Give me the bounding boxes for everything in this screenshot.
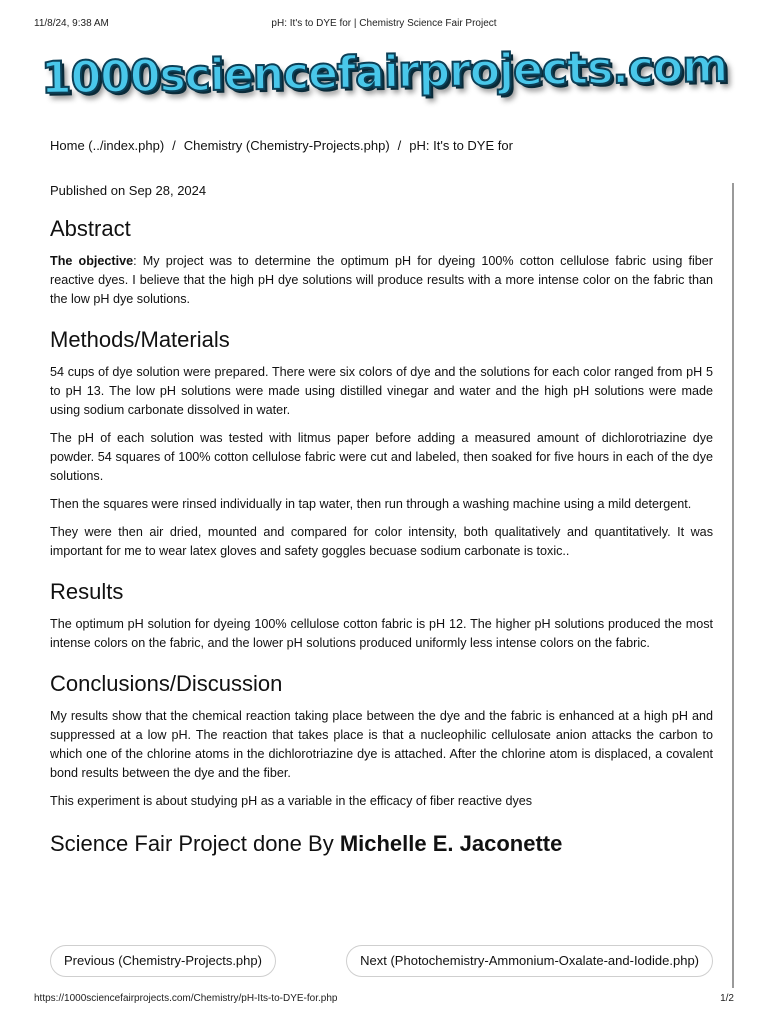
objective-label: The objective bbox=[50, 254, 134, 268]
conclusions-paragraph: My results show that the chemical reaction taking place between the dye and the fabric is enhanced at a high pH and suppressed at a low pH. The reaction that takes place is that a nucleophilic cellulosate anion attacks the carbon to which one of the chlorine atoms in the dichlorotriazine dye is attached. After the chlorine atom is displaced, a covalent bond results between the dye and the fiber. bbox=[50, 709, 713, 780]
methods-paragraph: 54 cups of dye solution were prepared. There were six colors of dye and the solutions for each color ranged from pH 5 to pH 13. The low pH solutions were made using distilled vinegar and water and the high pH solutions were made using sodium carbonate dissolved in water. bbox=[50, 365, 713, 417]
results-paragraph: The optimum pH solution for dyeing 100% cellulose cotton fabric is pH 12. The higher pH solutions produced the most intense colors on the fabric, and the lower pH solutions produced uniformly less intense colors on the fabric. bbox=[50, 617, 713, 650]
methods-heading: Methods/Materials bbox=[50, 327, 230, 352]
site-logo[interactable] bbox=[0, 38, 768, 108]
breadcrumb-separator: / bbox=[397, 138, 402, 153]
page-number: 1/2 bbox=[720, 993, 734, 1004]
breadcrumb-chemistry-link[interactable]: Chemistry (Chemistry-Projects.php) bbox=[183, 138, 390, 153]
site-logo-text: 1000sciencefairprojects.com bbox=[40, 41, 728, 104]
results-heading: Results bbox=[50, 579, 124, 604]
author-credit bbox=[50, 831, 713, 857]
scrollbar-divider bbox=[732, 183, 734, 988]
methods-paragraph: They were then air dried, mounted and compared for color intensity, both qualitatively and quantitatively. It was important for me to wear latex gloves and safety goggles becuase sodium carbonate is toxic.. bbox=[50, 525, 713, 558]
print-datetime: 11/8/24, 9:38 AM bbox=[34, 18, 109, 29]
conclusions-heading: Conclusions/Discussion bbox=[50, 671, 283, 696]
print-header bbox=[34, 18, 734, 32]
author-name: Michelle E. Jaconette bbox=[339, 831, 563, 856]
previous-button[interactable]: Previous (Chemistry-Projects.php) bbox=[50, 945, 276, 977]
abstract-section bbox=[50, 216, 713, 309]
abstract-heading: Abstract bbox=[50, 216, 131, 241]
methods-section bbox=[50, 327, 713, 561]
conclusions-paragraph: This experiment is about studying pH as a variable in the efficacy of fiber reactive dyes bbox=[50, 794, 533, 808]
article-content bbox=[50, 183, 713, 857]
conclusions-section bbox=[50, 671, 713, 811]
published-date: Published on Sep 28, 2024 bbox=[50, 183, 207, 198]
breadcrumb-current: pH: It's to DYE for bbox=[409, 138, 513, 153]
breadcrumb bbox=[50, 138, 513, 153]
breadcrumb-separator: / bbox=[172, 138, 176, 153]
print-footer bbox=[34, 993, 734, 1007]
breadcrumb-home-link[interactable]: Home (../index.php) bbox=[50, 138, 165, 153]
abstract-paragraph bbox=[50, 252, 713, 309]
methods-paragraph: The pH of each solution was tested with litmus paper before adding a measured amount of dichlorotriazine dye powder. 54 squares of 100% cotton cellulose fabric were cut and labeled, then soaked for five hours in each of the dye solutions. bbox=[50, 431, 713, 483]
methods-paragraph: Then the squares were rinsed individually in tap water, then run through a washing machine using a mild detergent. bbox=[50, 497, 692, 511]
author-prefix: Science Fair Project done By bbox=[50, 831, 340, 856]
print-url: https://1000sciencefairprojects.com/Chemistry/pH-Its-to-DYE-for.php bbox=[34, 993, 338, 1004]
print-page-title: pH: It's to DYE for | Chemistry Science Fair Project bbox=[271, 18, 497, 29]
results-section bbox=[50, 579, 713, 653]
next-button[interactable]: Next (Photochemistry-Ammonium-Oxalate-and-Iodide.php) bbox=[346, 945, 713, 977]
objective-text: : My project was to determine the optimum pH for dyeing 100% cotton cellulose fabric using fiber reactive dyes. I believe that the high pH dye solutions will produce results with a more intense color on the fabric than the low pH dye solutions. bbox=[50, 254, 713, 306]
